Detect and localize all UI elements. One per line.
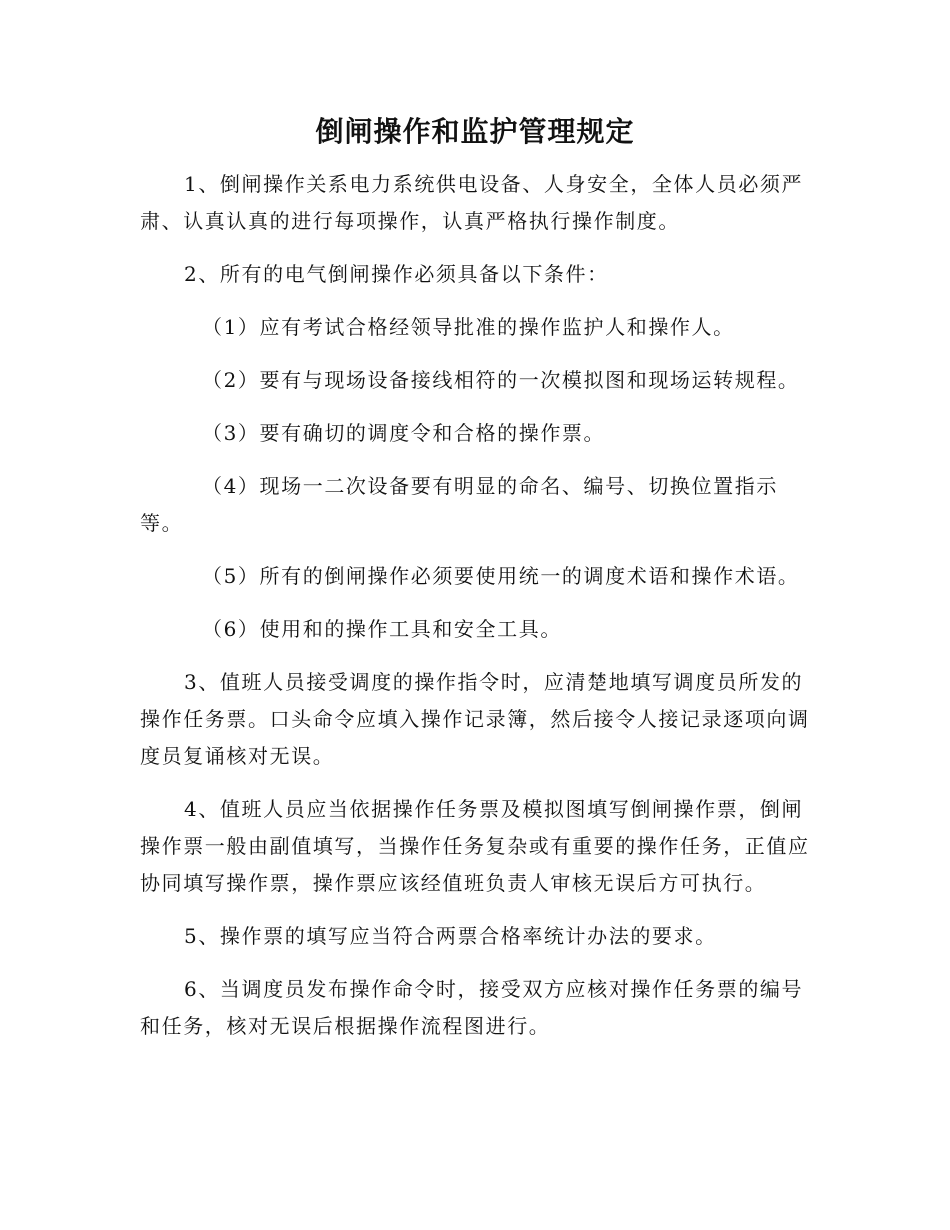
condition-5: （5）所有的倒闸操作必须要使用统一的调度术语和操作术语。 xyxy=(202,564,800,588)
paragraph-1: 1、倒闸操作关系电力系统供电设备、人身安全，全体人员必须严肃、认真认真的进行每项操作，认真严格执行操作制度。 xyxy=(140,172,804,233)
condition-6: （6）使用和的操作工具和安全工具。 xyxy=(202,617,562,641)
condition-1: （1）应有考试合格经领导批准的操作监护人和操作人。 xyxy=(202,315,735,339)
paragraph-6: 6、当调度员发布操作命令时，接受双方应核对操作任务票的编号和任务，核对无误后根据操作流程图进行。 xyxy=(140,977,804,1038)
condition-4: （4）现场一二次设备要有明显的命名、编号、切换位置指示等。 xyxy=(140,474,778,535)
paragraph-5: 5、操作票的填写应当符合两票合格率统计办法的要求。 xyxy=(184,924,717,948)
document-title: 倒闸操作和监护管理规定 xyxy=(315,115,635,148)
document-body xyxy=(140,166,812,1061)
condition-2: （2）要有与现场设备接线相符的一次模拟图和现场运转规程。 xyxy=(202,368,800,392)
paragraph-3: 3、值班人员接受调度的操作指令时，应清楚地填写调度员所发的操作任务票。口头命令应填入操作记录簿，然后接令人接记录逐项向调度员复诵核对无误。 xyxy=(140,670,810,768)
paragraph-2: 2、所有的电气倒闸操作必须具备以下条件： xyxy=(184,262,609,286)
paragraph-4: 4、值班人员应当依据操作任务票及模拟图填写倒闸操作票，倒闸操作票一般由副值填写，当操作任务复杂或有重要的操作任务，正值应协同填写操作票，操作票应该经值班负责人审核无误后方可执行。 xyxy=(140,797,810,895)
condition-3: （3）要有确切的调度令和合格的操作票。 xyxy=(202,421,606,445)
